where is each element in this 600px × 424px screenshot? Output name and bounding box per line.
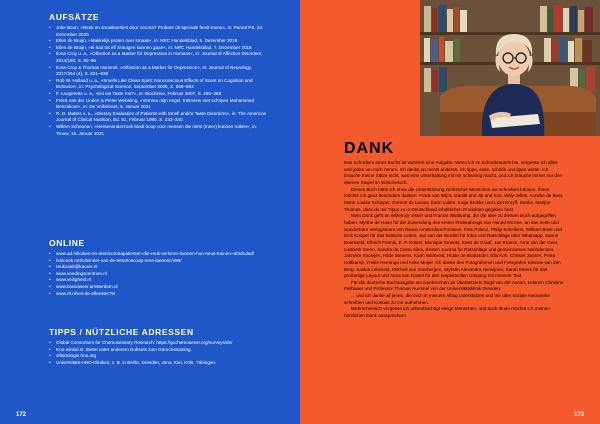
list-item: • Ilona Croy u. a., »Olfaction as a Marker for Depression in Humans«, in: Journal of Affective Disorders, 2014/160, S. 80–86 (49, 51, 271, 64)
list-item: • www.veiligheid.nl (49, 277, 271, 284)
page-number-left: 172 (16, 412, 27, 418)
list-item: • Willem Schoonen, »Hersenonderzoek biedt hoop voor mensen die niets (meer) kunnen ruiken«, in: Trouw, 16. Januar 2021 (49, 124, 271, 137)
list-item: • Ilona Croy & Thomas Hummel, »Olfaction as a Marker for Depression«, in: Journal of Neurology, 2017/264 (4), S. 631–638 (49, 65, 271, 78)
list-item: • Ellen de Bruijn, »Makkelijk proten over smaak«, in: NRC Handelsblad, 5. Dezember 2018 (49, 38, 271, 45)
list-item: • R. D. Mattes u. a., »Dietary Evaluation of Patients with Smell and/or Taste Disorders«, in: The American Journal of Clinical Nutrition, Bd. 51, Februar 1990, S. 233–240 (49, 111, 271, 124)
paragraph: Mein Dank geht an Willemijn Visser und Francis Wattkamp, die die Idee zu diesem Buch aufgegriffen haben. Myrthe de Haan für die Zuwendung des ersten Probeabzugs von Harold McGee, an das nette und wunderbare Verlagsteam von Nieuw Amsterdam/Fontaine, Frits Polanz, Philip Schellens, Willbert Boek und Dick Kooper für das kritische Lesen, Jan van der Borden für Infos und Ratschläge über Whatsapp, Sanne Boersveld, Elbrich Fennis, E. P. Köster, Monique Smeets, Kees de Graaf, Jan Kroeze, Arne van der Geer, Liesbeth Steen, Sandra da Costa Silva, Kirsten Juurma für Ratschläge und gemeinsames Nachdenken, Janneke Snoeijen, Hilde Stevens, Karin Walsveld, Hidde de Brabander, Ella Kok, Christel Jansen, Petra Hoftkamp, Ynske Heeringa und Anke Meijer. Ich danke den Fotografinnen und Fotografen Simone van den Berg, Saskia Lelieveld, Mitchell van Voorbergen, Stylistin Alexandra Herwijnen, Sarah Meers für das großartige Layout und Anna van Gastel für den respektvollen Umgang mit meinem Text. (344, 213, 562, 279)
list-item: • www.brandweer.amsterdam.nl (49, 284, 271, 291)
list-item: • Kno-winkel.nl: Bietet unter anderem Duftsets zum Geruchstraining. (49, 347, 271, 354)
aufsaetze-list (49, 25, 271, 137)
list-item: • Frénk van der Linden & Pieter Webeling, »Vemma mijn engel. Interview met schrijver Mohammed Benzakour«, in: De Volkskrant, 5. Januar 2021 (49, 98, 271, 111)
list-item: • reukzaak@kaonis.nl (49, 264, 271, 271)
list-item: • Joke Boon, »Reuk en smaakverlies door corona? Probeer dit speciale feest-menu«, in: Parool PS, 24. Dezember 2020 (49, 25, 271, 38)
section-title-aufsaetze: AUFSÄTZE (49, 12, 100, 22)
section-title-online: ONLINE (49, 238, 85, 248)
section-heading-dank: DANK (344, 140, 395, 157)
page-number-right: 173 (573, 412, 584, 418)
paragraph: Wahrscheinlich vergesse ich unbeabsichtigt einige Menschen, und auch ihnen möchte ich meinen herzlichen Dank aussprechen! (344, 306, 550, 319)
paragraph: ... und ich danke all jenen, die mich in meinem Alltag unterstützen und mir über soziale Netzwerke schreiben und Kontakt zu mir aufnehmen. (344, 293, 550, 305)
list-item: • olfaktologie.hno.org (49, 353, 271, 360)
list-item: • historiek.net/uitvinder-van-de-tetrahoscoop-rene-laennec/499/ (49, 258, 271, 265)
paragraph: Für die deutsche Buchausgabe ein Dankeschön an Übersetzerin Birgit van der Avoort, Lektorin Christine Feilhauer und Professor Thomas Hummel von der Universitätsklinik Dresden. (344, 279, 564, 292)
list-item: • Ellen de Bruijn, »Ik had tot elf zintuigen kunnen gaan«, in: NRC Handelsblad, 7. Dezember 2018 (49, 45, 271, 52)
section-title-tipps: TIPPS / NÜTZLICHE ADRESSEN (49, 327, 194, 337)
list-item: • www.voedingscentrum.nl (49, 271, 271, 278)
list-item: • F. Laugerette u. a., »Do we Taste Fat?«, in: Biochimie, Februar 2007, S. 265–269 (49, 91, 271, 98)
paragraph: Das Schreiben eines Buchs ist wahrlich eine Aufgabe. Wenn ich im Schreibrausch bin, vergesse ich alles und jeden um mich herum. Ich denke an nichts anderes, ich tippe, esse, schlafe und tippe weiter. Ich brauche meine Sätze nicht, was eine Unterhaltung mit mir schwierig macht, und ich brauche immer nur den ebenen Stapel im Wäschekorb. (344, 160, 563, 185)
tipps-list (49, 340, 271, 366)
dank-body (344, 160, 564, 320)
paragraph: Dieses Buch hätte ich ohne die Unterstützung zahlreicher Menschen nie schreiben können. Ihnen möchte ich ganz besonders danken: Frank van Wijck, Daniël und Jip und Eva, Willy-Jelles, Anneke de Boer, Marie Louise Schipper, Gereon de Leeuw, Karin Luiten, Katja Brokke und Lizet Kruyff. Danke, Marijne Thomas, dass du mir Tipps zu in Deutschland erhältlichen Produkten gegeben hast. (344, 186, 564, 212)
list-item: • Universitäts-HNO-Kliniken, z. B. in Berlin, Dresden, Jena, Kiel, Köln, Tübingen. (49, 360, 271, 367)
author-photo-image (420, 0, 600, 136)
online-list (49, 251, 271, 297)
list-item: • www.ad.nl/koken-en-eten/coronapatienten-die-reuk-verloren-kunnen-hun-neus-trainen~af3d1dad/ (49, 251, 271, 258)
author-photo (420, 0, 600, 136)
list-item: • Rob W. Holland u. a., »Smells Like Clean Spirit: Nonconscious Effects of Scent on Cognition and Behavior«, in: Psychological Science, September 2005, S. 689–693 (49, 78, 271, 91)
list-item: • www.rtl.nl/vet-de-afleester75/ (49, 291, 271, 298)
list-item: • Global Consortium for Chemosensory Research: https://gcchemosensr.org/surveys/de/ (49, 340, 271, 347)
